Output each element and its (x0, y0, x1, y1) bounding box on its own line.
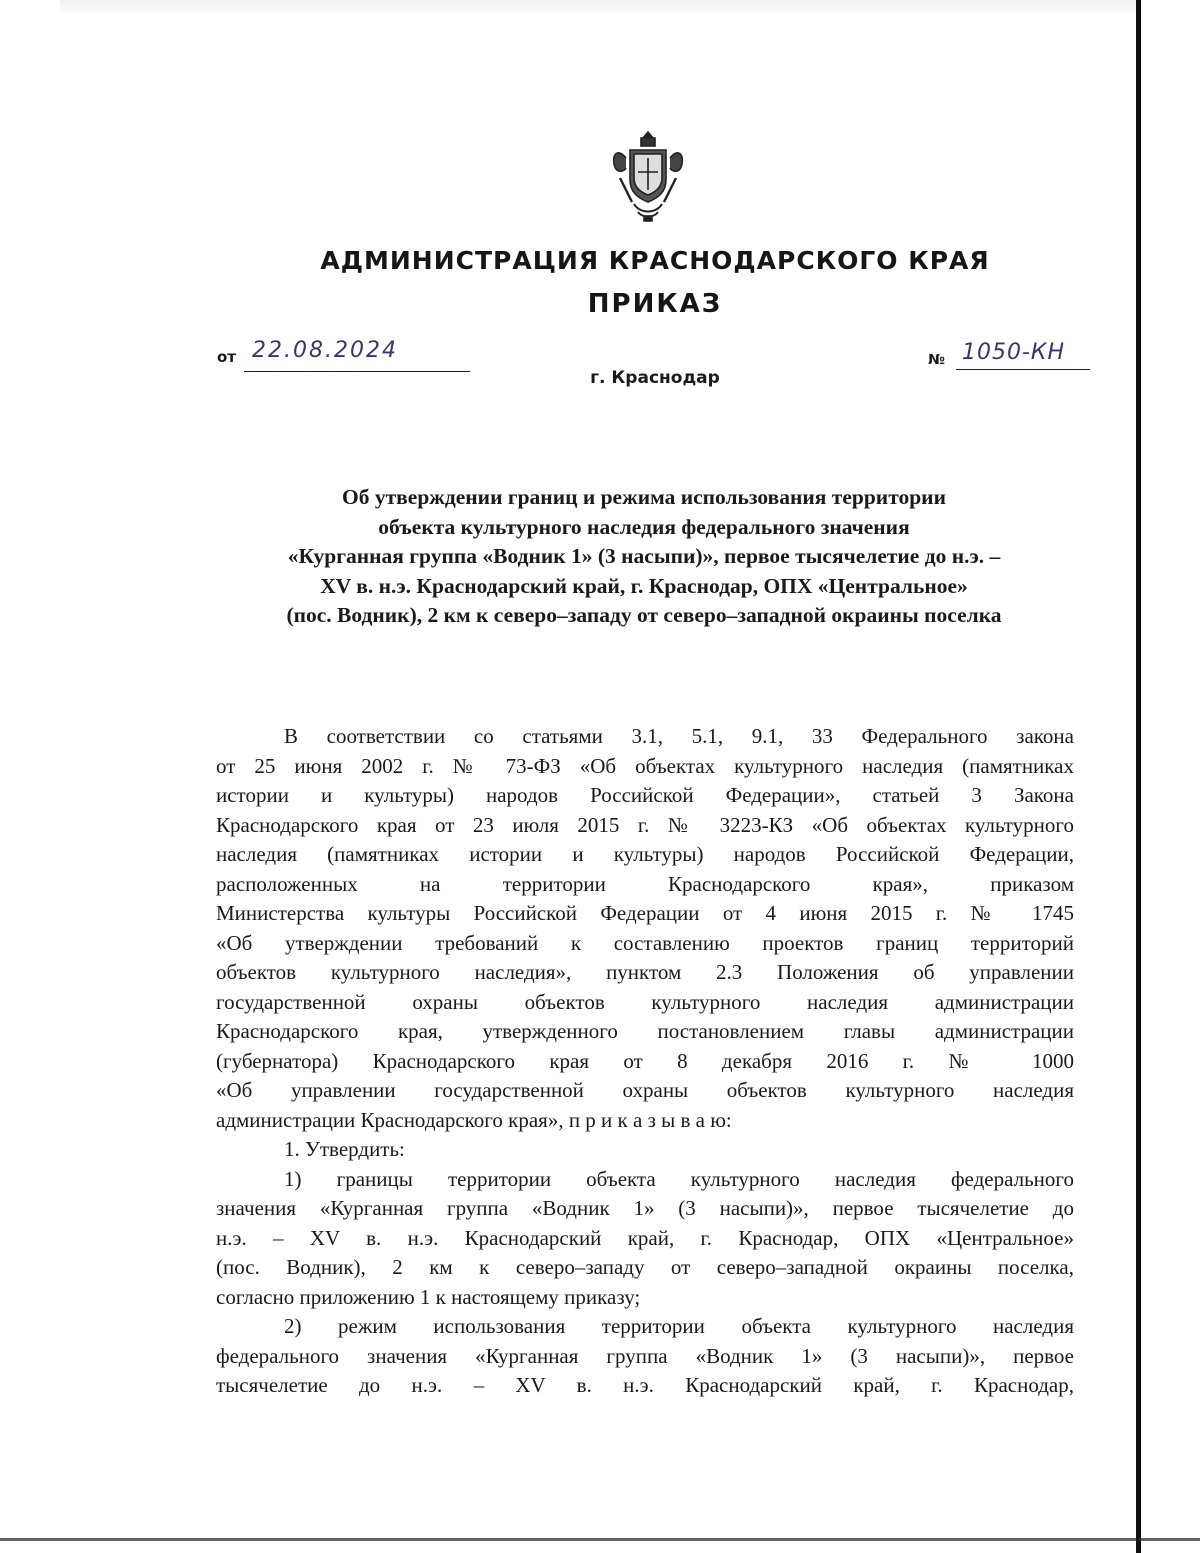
coat-of-arms-icon (608, 128, 688, 223)
order-body (216, 722, 1074, 1401)
scan-edge-bottom (0, 1538, 1200, 1541)
number-prefix: № (928, 352, 945, 368)
body-line: истории и культуры) народов Российской Федерации», статьей 3 Закона (216, 783, 1074, 807)
body-line: «Об управлении государственной охраны объектов культурного наследия (216, 1078, 1074, 1102)
number-underline (956, 369, 1090, 370)
body-line: В соответствии со статьями 3.1, 5.1, 9.1, 33 Федерального закона (284, 724, 1074, 748)
body-line: 1. Утвердить: (284, 1137, 405, 1161)
body-line: расположенных на территории Краснодарского края», приказом (216, 871, 1074, 896)
body-line: значения «Курганная группа «Водник 1» (3 насыпи)», первое тысячелетие до (216, 1196, 1074, 1220)
body-line: Министерства культуры Российской Федерации от 4 июня 2015 г. № 1745 (216, 901, 1074, 925)
body-line: администрации Краснодарского края», п р и к а з ы в а ю: (216, 1107, 732, 1132)
body-line: (губернатора) Краснодарского края от 8 декабря 2016 г. № 1000 (216, 1048, 1074, 1073)
order-title-line: Об утверждении границ и режима использования территории (342, 485, 946, 509)
scan-edge-right (1136, 0, 1141, 1553)
body-line: н.э. – XV в. н.э. Краснодарский край, г. Краснодар, ОПХ «Центральное» (216, 1225, 1074, 1250)
body-line: Краснодарского края от 23 июля 2015 г. № 3223-КЗ «Об объектах культурного (216, 812, 1074, 837)
body-line: федерального значения «Курганная группа «Водник 1» (3 насыпи)», первое (216, 1343, 1074, 1368)
date-prefix: от (217, 348, 236, 366)
order-title-line: объекта культурного наследия федерального значения (378, 514, 910, 539)
number-handwritten: 1050-КН (962, 340, 1066, 365)
body-line: объектов культурного наследия», пунктом 2.3 Положения об управлении (216, 960, 1074, 984)
body-line: 1) границы территории объекта культурного наследия федерального (284, 1166, 1074, 1191)
body-line: от 25 июня 2002 г. № 73-ФЗ «Об объектах культурного наследия (памятниках (216, 753, 1074, 778)
city: г. Краснодар (590, 368, 720, 388)
order-title (200, 483, 1088, 631)
body-line: Краснодарского края, утвержденного постановлением главы администрации (216, 1019, 1074, 1043)
body-line: государственной охраны объектов культурного наследия администрации (216, 989, 1074, 1014)
body-line: 2) режим использования территории объекта культурного наследия (284, 1314, 1074, 1338)
body-line: (пос. Водник), 2 км к северо–западу от северо–западной окраины поселка, (216, 1255, 1074, 1279)
body-line: «Об утверждении требований к составлению проектов границ территорий (216, 930, 1074, 955)
order-title-line: (пос. Водник), 2 км к северо–западу от северо–западной окраины поселка (286, 603, 1002, 627)
organization-title: АДМИНИСТРАЦИЯ КРАСНОДАРСКОГО КРАЯ (320, 246, 990, 275)
order-title-line: «Курганная группа «Водник 1» (3 насыпи)», первое тысячелетие до н.э. – (287, 544, 1001, 568)
order-title-line: XV в. н.э. Краснодарский край, г. Краснодар, ОПХ «Центральное» (320, 573, 968, 598)
body-line: согласно приложению 1 к настоящему приказу; (216, 1284, 641, 1309)
body-line: тысячелетие до н.э. – XV в. н.э. Краснодарский край, г. Краснодар, (216, 1373, 1074, 1397)
date-handwritten: 22.08.2024 (252, 338, 398, 363)
scan-shadow (60, 0, 1140, 16)
body-line: наследия (памятниках истории и культуры) народов Российской Федерации, (216, 842, 1074, 866)
document-type: ПРИКАЗ (587, 289, 723, 319)
